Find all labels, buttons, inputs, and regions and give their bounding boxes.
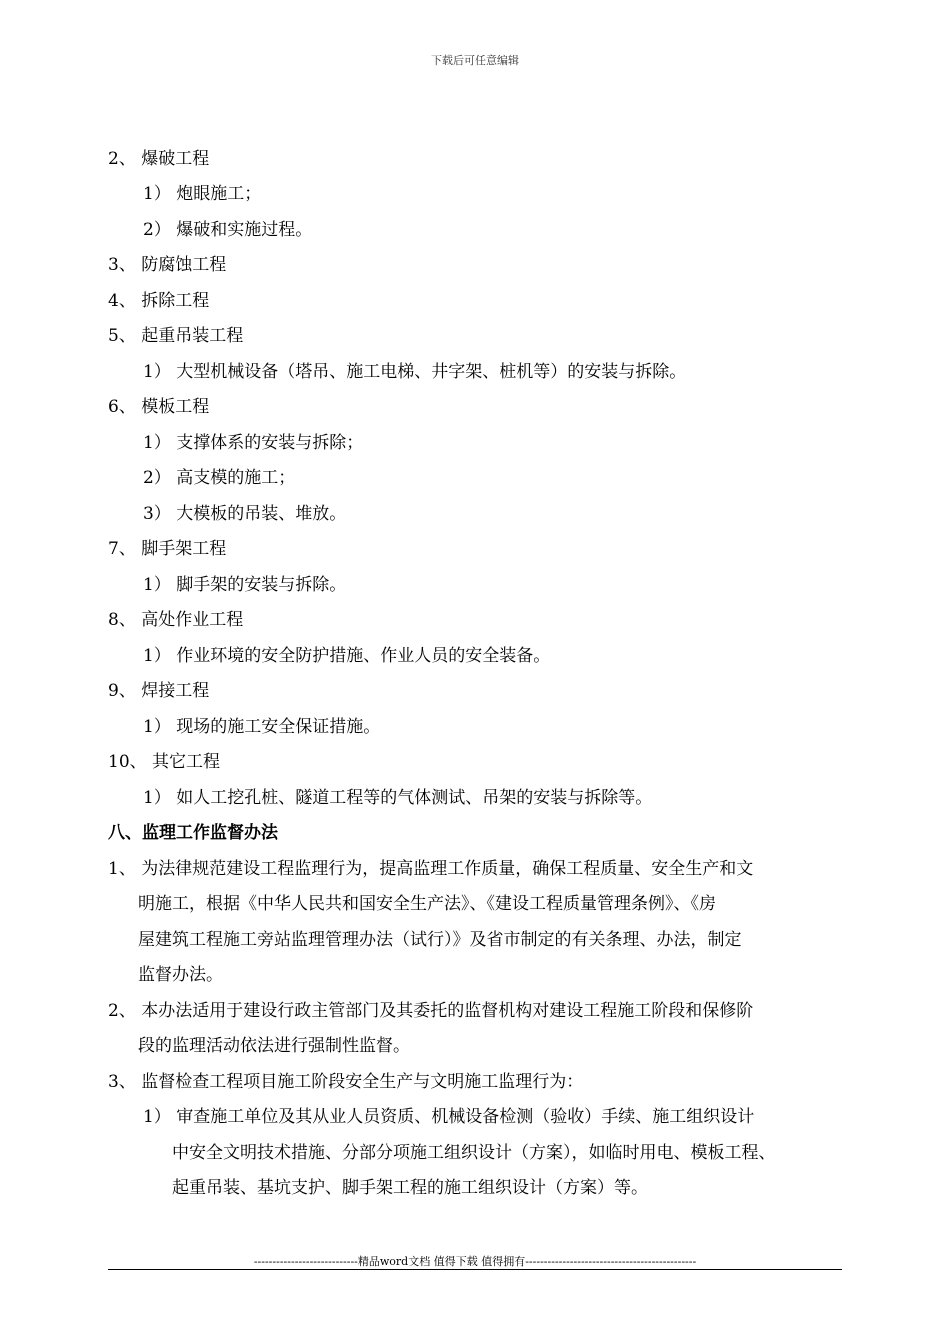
paragraph-line: 屋建筑工程施工旁站监理管理办法（试行）》及省市制定的有关条理、办法，制定 — [138, 930, 742, 950]
paragraph-line: 起重吊装、基坑支护、脚手架工程的施工组织设计（方案）等。 — [172, 1178, 648, 1198]
list-item: 1） 现场的施工安全保证措施。 — [143, 717, 381, 737]
list-item: 1） 如人工挖孔桩、隧道工程等的气体测试、吊架的安装与拆除等。 — [143, 788, 653, 808]
heading-hoisting: 5、 起重吊装工程 — [108, 326, 244, 346]
heading-work-at-height: 8、 高处作业工程 — [108, 610, 244, 630]
heading-formwork: 6、 模板工程 — [108, 397, 210, 417]
heading-scaffolding: 7、 脚手架工程 — [108, 539, 227, 559]
footer-divider — [108, 1269, 842, 1270]
list-item: 3） 大模板的吊装、堆放。 — [143, 504, 347, 524]
paragraph-line: 中安全文明技术措施、分部分项施工组织设计（方案），如临时用电、模板工程、 — [172, 1143, 776, 1163]
paragraph-line: 1、 为法律规范建设工程监理行为，提高监理工作质量，确保工程质量、安全生产和文 — [108, 859, 754, 879]
paragraph-line: 明施工，根据《中华人民共和国安全生产法》、《建设工程质量管理条例》、《房 — [138, 894, 716, 914]
list-item: 2） 高支模的施工； — [143, 468, 296, 488]
list-item: 2） 爆破和实施过程。 — [143, 220, 313, 240]
heading-anticorrosion: 3、 防腐蚀工程 — [108, 255, 227, 275]
paragraph-line: 2、 本办法适用于建设行政主管部门及其委托的监督机构对建设工程施工阶段和保修阶 — [108, 1001, 754, 1021]
list-item: 1） 支撑体系的安装与拆除； — [143, 433, 364, 453]
heading-other-works: 10、 其它工程 — [108, 752, 221, 772]
page-footer-note: ----------------------------精品word文档 值得下载 值得拥有---------------------------------------------- — [253, 1255, 697, 1268]
heading-demolition: 4、 拆除工程 — [108, 291, 210, 311]
heading-blasting: 2、 爆破工程 — [108, 149, 210, 169]
paragraph-line: 3、 监督检查工程项目施工阶段安全生产与文明施工监理行为： — [108, 1072, 584, 1092]
section-title: 八、监理工作监督办法 — [108, 823, 278, 843]
page-header-note: 下载后可任意编辑 — [431, 54, 519, 67]
list-item: 1） 脚手架的安装与拆除。 — [143, 575, 347, 595]
list-item: 1） 大型机械设备（塔吊、施工电梯、井字架、桩机等）的安装与拆除。 — [143, 362, 687, 382]
paragraph-line: 监督办法。 — [138, 965, 223, 985]
heading-welding: 9、 焊接工程 — [108, 681, 210, 701]
paragraph-line: 1） 审查施工单位及其从业人员资质、机械设备检测（验收）手续、施工组织设计 — [143, 1107, 755, 1127]
paragraph-line: 段的监理活动依法进行强制性监督。 — [138, 1036, 410, 1056]
list-item: 1） 作业环境的安全防护措施、作业人员的安全装备。 — [143, 646, 551, 666]
list-item: 1） 炮眼施工； — [143, 184, 262, 204]
